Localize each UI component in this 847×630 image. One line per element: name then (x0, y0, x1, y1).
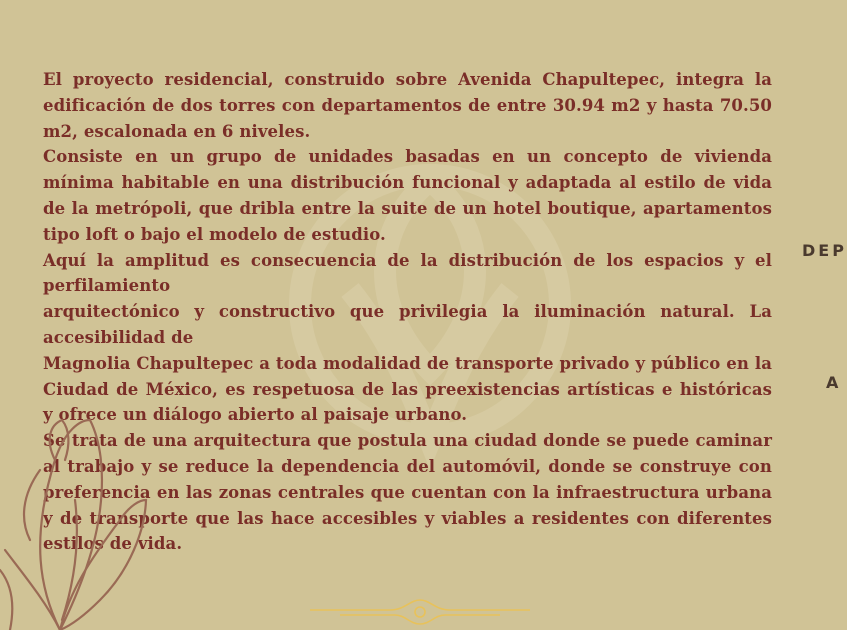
side-label-partial-2: A (826, 373, 842, 392)
side-label-partial: DEP (802, 241, 847, 260)
paragraph-amplitude: Aquí la amplitud es consecuencia de la distribución de los espacios y el perfilamiento (43, 250, 772, 296)
decorative-ornament-icon (310, 596, 530, 630)
paragraph-architecture: arquitectónico y constructivo que privilegia la iluminación natural. La accesibilidad de (43, 302, 772, 347)
paragraph-urbanism: Se trata de una arquitectura que postula una ciudad donde se puede caminar al trabajo y se reduce la dependencia del automóvil, donde se construye con preferencia en las zonas centrales que cuentan con la infraestructura urbana y de transporte que las hace accesibles y viables a residentes con diferentes estilos de vida. (43, 431, 772, 554)
paragraph-concept: Consiste en un grupo de unidades basadas en un concepto de vivienda mínima habitable en una distribución funcional y adaptada al estilo de vida de la metrópoli, que dribla entre la suite de un hotel boutique, apartamentos tipo loft o bajo el modelo de estudio. (43, 147, 772, 244)
magnolia-flower-icon (0, 400, 160, 630)
paragraph-accessibility: Magnolia Chapultepec a toda modalidad de transporte privado y público en la Ciudad de México, es respetuosa de las preexistencias artísticas e históricas y ofrece un diálogo abierto al paisaje urbano. (43, 353, 772, 425)
paragraph-intro: El proyecto residencial, construido sobre Avenida Chapultepec, integra la edificación de dos torres con departamentos de entre 30.94 m2 y hasta 70.50 m2, escalonada en 6 niveles. (43, 70, 772, 141)
